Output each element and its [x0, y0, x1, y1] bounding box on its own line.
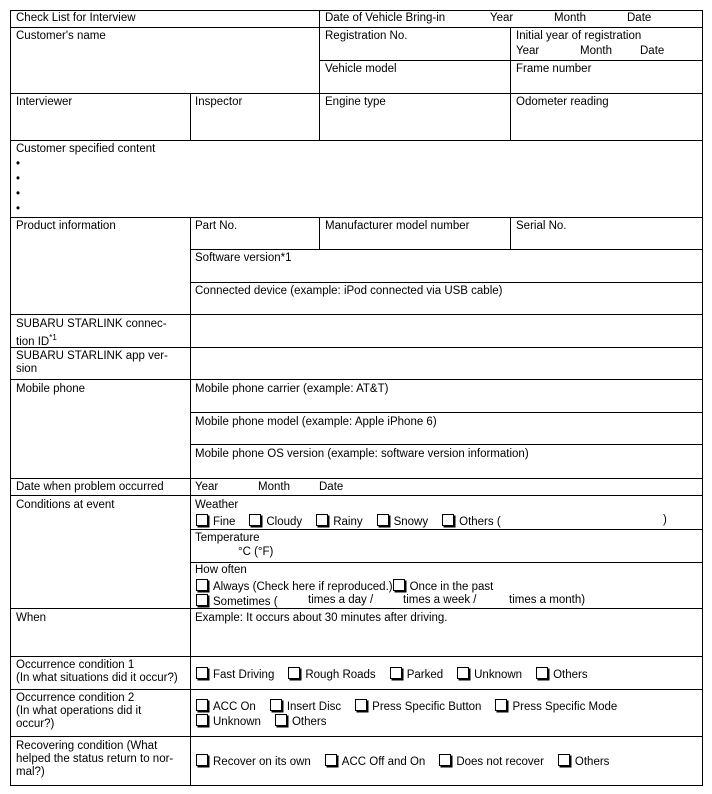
starlink-app-version-label [16, 350, 168, 376]
initial-registration-year: Year [516, 45, 540, 57]
checkbox-icon[interactable] [196, 699, 208, 711]
customer-content-label: Customer specified content [16, 143, 156, 155]
initial-registration-month: Month [580, 45, 612, 57]
mobile-model-label: Mobile phone model (example: Apple iPhone 6) [195, 416, 437, 428]
odometer-label: Odometer reading [516, 96, 609, 108]
label-line: Occurrence condition 1 [16, 659, 135, 671]
option-label: Once in the past [409, 581, 494, 593]
occ1-option-fast-driving[interactable] [196, 667, 274, 682]
checkbox-icon[interactable] [457, 667, 469, 679]
occ1-option-unknown[interactable] [457, 667, 522, 682]
initial-registration-label: Initial year of registration [516, 30, 642, 42]
occ2-option-unknown[interactable] [196, 714, 261, 729]
recover-option-acc-off-on[interactable] [325, 754, 426, 769]
weather-options [196, 514, 515, 529]
how-often-row1 [196, 579, 493, 594]
problem-date-label: Date when problem occurred [16, 481, 164, 493]
checkbox-icon[interactable] [558, 754, 570, 766]
option-label: Others [291, 716, 327, 728]
checkbox-icon[interactable] [439, 754, 451, 766]
checkbox-icon[interactable] [196, 714, 208, 726]
mobile-phone-label: Mobile phone [16, 383, 86, 395]
bring-in-month-label: Month [554, 12, 586, 24]
starlink-app-version-line2: sion [16, 363, 38, 375]
checkbox-icon[interactable] [536, 667, 548, 679]
checkbox-icon[interactable] [377, 514, 389, 526]
occ1-option-others[interactable] [536, 667, 588, 682]
occurrence-condition-1-label [16, 659, 178, 685]
mobile-os-label: Mobile phone OS version (example: software version information) [195, 448, 529, 460]
option-label: Cloudy [266, 516, 303, 528]
option-label: Others [574, 756, 610, 768]
checkbox-icon[interactable] [325, 754, 337, 766]
bring-in-year-label: Year [490, 12, 514, 24]
recovering-condition-options [196, 754, 623, 769]
when-label: When [16, 612, 47, 624]
occ2-option-press-specific-button[interactable] [355, 699, 481, 714]
connected-device-label: Connected device (example: iPod connected via USB cable) [195, 285, 503, 297]
checkbox-icon[interactable] [355, 699, 367, 711]
label-line: Occurrence condition 2 [16, 692, 135, 704]
starlink-connection-id-line1: SUBARU STARLINK connec- [16, 318, 167, 330]
occurrence-condition-1-options [196, 667, 602, 682]
registration-no-label: Registration No. [325, 30, 408, 42]
starlink-connection-id-label [16, 318, 167, 349]
times-a-day-label: times a day / [308, 594, 374, 606]
customer-name-label: Customer's name [16, 30, 106, 42]
label-line: (In what situations did it occur?) [16, 672, 178, 684]
problem-month-label: Month [258, 481, 290, 493]
how-often-sometimes[interactable] [196, 594, 278, 609]
recover-option-on-its-own[interactable] [196, 754, 311, 769]
occ2-option-press-specific-mode[interactable] [495, 699, 617, 714]
occ1-option-rough-roads[interactable] [288, 667, 375, 682]
checkbox-icon[interactable] [275, 714, 287, 726]
option-label: ACC On [213, 701, 256, 713]
starlink-connection-id-text: tion ID [16, 335, 50, 348]
part-no-label: Part No. [195, 220, 238, 232]
weather-option-snowy[interactable] [377, 514, 429, 529]
occurrence-condition-2-options-row2 [196, 714, 340, 729]
inspector-label: Inspector [195, 96, 243, 108]
checkbox-icon[interactable] [390, 667, 402, 679]
weather-option-others[interactable] [442, 514, 501, 529]
option-label: Others [553, 669, 588, 681]
conditions-label: Conditions at event [16, 499, 115, 511]
weather-option-cloudy[interactable] [249, 514, 302, 529]
temperature-unit: °C (°F) [238, 546, 274, 558]
how-often-always[interactable] [196, 581, 393, 593]
times-a-month-label: times a month) [509, 594, 586, 606]
option-label: Recover on its own [213, 756, 311, 768]
option-label: ACC Off and On [341, 756, 426, 768]
interviewer-label: Interviewer [16, 96, 73, 108]
option-label: Sometimes ( [213, 596, 278, 608]
engine-type-label: Engine type [325, 96, 386, 108]
label-line: occur?) [16, 718, 55, 730]
checkbox-icon[interactable] [288, 667, 300, 679]
bring-in-date-label: Date of Vehicle Bring-in [325, 12, 446, 24]
weather-option-fine[interactable] [196, 514, 235, 529]
checkbox-icon[interactable] [442, 514, 454, 526]
option-label: Snowy [393, 516, 429, 528]
bullet-item: • [16, 158, 21, 170]
checkbox-icon[interactable] [196, 579, 208, 591]
product-info-label: Product information [16, 220, 116, 232]
option-label: Rough Roads [305, 669, 376, 681]
mobile-carrier-label: Mobile phone carrier (example: AT&T) [195, 383, 389, 395]
checkbox-icon[interactable] [495, 699, 507, 711]
checkbox-icon[interactable] [249, 514, 261, 526]
occurrence-condition-2-options-row1 [196, 699, 631, 714]
frame-number-label: Frame number [516, 63, 592, 75]
checkbox-icon[interactable] [196, 594, 208, 606]
manufacturer-model-label: Manufacturer model number [325, 220, 470, 232]
recover-option-does-not-recover[interactable] [439, 754, 544, 769]
footnote-mark: *1 [49, 333, 57, 342]
label-line: helped the status return to nor- [16, 753, 174, 765]
initial-registration-date: Date [640, 45, 665, 57]
label-line: Recovering condition (What [16, 740, 158, 752]
option-label: Press Specific Mode [512, 701, 618, 713]
starlink-connection-id-line2 [16, 331, 167, 349]
times-a-week-label: times a week / [403, 594, 477, 606]
bullet-item: • [16, 203, 21, 215]
temperature-label: Temperature [195, 532, 260, 544]
occ2-option-insert-disc[interactable] [270, 699, 341, 714]
option-label: Press Specific Button [372, 701, 482, 713]
occurrence-condition-2-label [16, 692, 141, 731]
option-label: Parked [406, 669, 444, 681]
problem-date-field-label: Date [319, 481, 344, 493]
option-label: Fine [213, 516, 236, 528]
checkbox-icon[interactable] [196, 667, 208, 679]
starlink-app-version-line1: SUBARU STARLINK app ver- [16, 350, 168, 362]
option-label: Always (Check here if reproduced.) [213, 581, 393, 593]
weather-others-close: ) [663, 514, 667, 526]
bullet-item: • [16, 173, 21, 185]
when-example: Example: It occurs about 30 minutes after driving. [195, 612, 448, 624]
bullet-item: • [16, 188, 21, 200]
occ1-option-parked[interactable] [390, 667, 443, 682]
problem-year-label: Year [195, 481, 219, 493]
checkbox-icon[interactable] [196, 754, 208, 766]
software-version-label: Software version*1 [195, 252, 292, 264]
option-label: Insert Disc [286, 701, 342, 713]
checkbox-icon[interactable] [270, 699, 282, 711]
checkbox-icon[interactable] [316, 514, 328, 526]
occ2-option-others[interactable] [275, 714, 327, 729]
label-line: mal?) [16, 766, 45, 778]
form-title: Check List for Interview [16, 12, 136, 24]
option-label: Others ( [459, 516, 501, 528]
serial-no-label: Serial No. [516, 220, 567, 232]
how-often-label: How often [195, 564, 247, 576]
how-often-once[interactable] [393, 581, 494, 593]
recover-option-others[interactable] [558, 754, 610, 769]
option-label: Unknown [213, 716, 261, 728]
option-label: Unknown [474, 669, 523, 681]
weather-label: Weather [195, 499, 239, 511]
occ2-option-acc-on[interactable] [196, 699, 256, 714]
option-label: Does not recover [456, 756, 544, 768]
label-line: (In what operations did it [16, 705, 142, 717]
checkbox-icon[interactable] [196, 514, 208, 526]
vehicle-model-label: Vehicle model [325, 63, 397, 75]
bring-in-date-field-label: Date [627, 12, 652, 24]
recovering-condition-label [16, 740, 173, 779]
option-label: Fast Driving [213, 669, 275, 681]
weather-option-rainy[interactable] [316, 514, 362, 529]
checkbox-icon[interactable] [393, 579, 405, 591]
option-label: Rainy [333, 516, 363, 528]
